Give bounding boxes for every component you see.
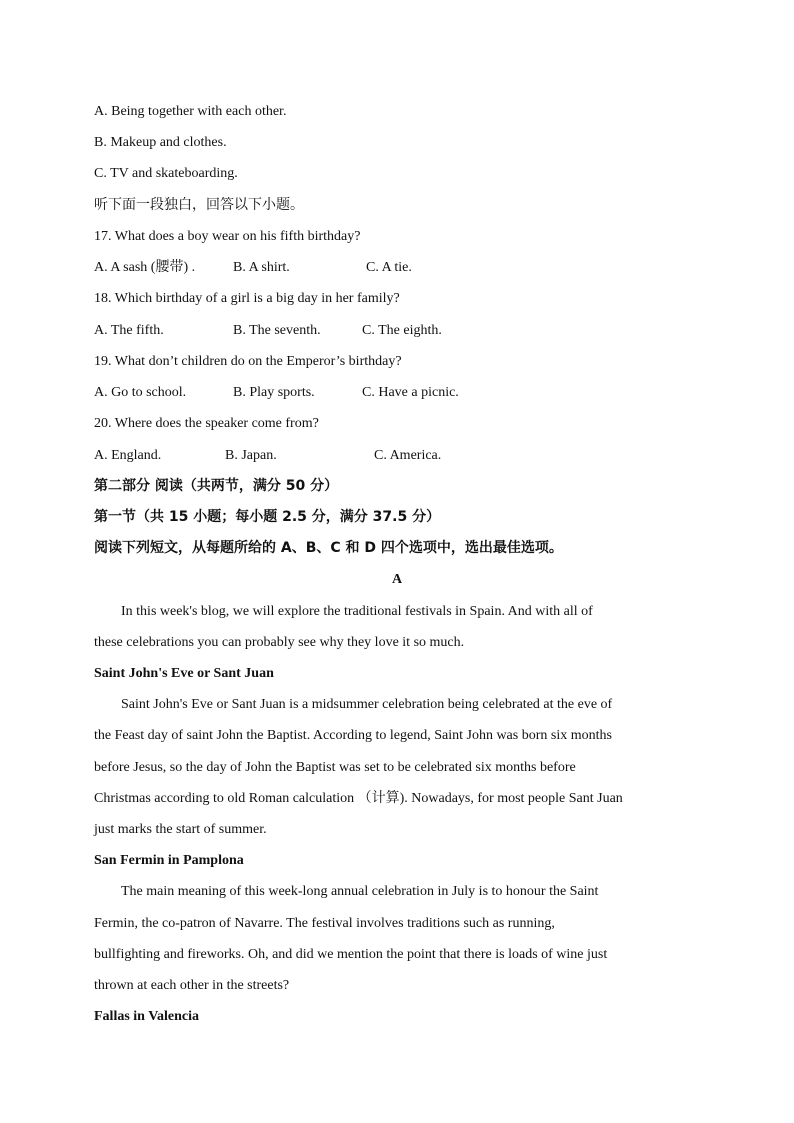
question-19-options <box>94 384 459 402</box>
question-17-options <box>94 259 412 277</box>
option-a: A. A sash (腰带) . <box>94 260 196 275</box>
option-b: B. A shirt. <box>233 260 290 275</box>
paragraph-line: bullfighting and fireworks. Oh, and did we mention the point that there is loads of wine just <box>94 947 608 962</box>
q16-option-b: B. Makeup and clothes. <box>94 135 227 150</box>
reading-instruction: 阅读下列短文，从每题所给的 A、B、C 和 D 四个选项中，选出最佳选项。 <box>94 540 563 556</box>
option-b: B. The seventh. <box>233 323 321 338</box>
q16-option-a: A. Being together with each other. <box>94 104 287 119</box>
intro-line: these celebrations you can probably see why they love it so much. <box>94 635 465 650</box>
option-a: A. The fifth. <box>94 323 164 338</box>
section-heading-san-fermin: San Fermin in Pamplona <box>94 853 244 868</box>
question-17-stem: 17. What does a boy wear on his fifth birthday? <box>94 229 361 244</box>
question-20-stem: 20. Where does the speaker come from? <box>94 416 319 431</box>
part2-title: 第二部分 阅读（共两节，满分 50 分） <box>94 478 339 494</box>
paragraph-line: the Feast day of saint John the Baptist. According to legend, Saint John was born six months <box>94 728 612 743</box>
option-b: B. Japan. <box>225 448 277 463</box>
option-c: C. America. <box>374 448 442 463</box>
question-18-options <box>94 322 442 340</box>
option-c: C. A tie. <box>366 260 412 275</box>
paragraph-line: The main meaning of this week-long annual celebration in July is to honour the Saint <box>121 884 599 899</box>
question-20-options <box>94 447 441 465</box>
q16-option-c: C. TV and skateboarding. <box>94 166 238 181</box>
section1-title: 第一节（共 15 小题；每小题 2.5 分，满分 37.5 分） <box>94 509 441 525</box>
question-18-stem: 18. Which birthday of a girl is a big day in her family? <box>94 291 400 306</box>
option-c: C. Have a picnic. <box>362 385 459 400</box>
option-c: C. The eighth. <box>362 323 442 338</box>
paragraph-line: thrown at each other in the streets? <box>94 978 290 993</box>
paragraph-line: Fermin, the co-patron of Navarre. The festival involves traditions such as running, <box>94 916 555 931</box>
section-heading-sant-juan: Saint John's Eve or Sant Juan <box>94 666 274 681</box>
option-a: A. England. <box>94 448 162 463</box>
paragraph-line: before Jesus, so the day of John the Baptist was set to be celebrated six months before <box>94 760 576 775</box>
section-heading-fallas: Fallas in Valencia <box>94 1009 200 1024</box>
paragraph-line: Saint John's Eve or Sant Juan is a midsummer celebration being celebrated at the eve of <box>121 697 613 712</box>
paragraph-line: just marks the start of summer. <box>94 822 267 837</box>
monologue-instruction: 听下面一段独白，回答以下小题。 <box>94 197 304 213</box>
passage-label: A <box>391 572 403 587</box>
question-19-stem: 19. What don’t children do on the Emperor’s birthday? <box>94 354 402 369</box>
paragraph-line: Christmas according to old Roman calculation （计算). Nowadays, for most people Sant Juan <box>94 791 623 806</box>
intro-line: In this week's blog, we will explore the traditional festivals in Spain. And with all of <box>121 604 593 619</box>
option-a: A. Go to school. <box>94 385 187 400</box>
option-b: B. Play sports. <box>233 385 315 400</box>
